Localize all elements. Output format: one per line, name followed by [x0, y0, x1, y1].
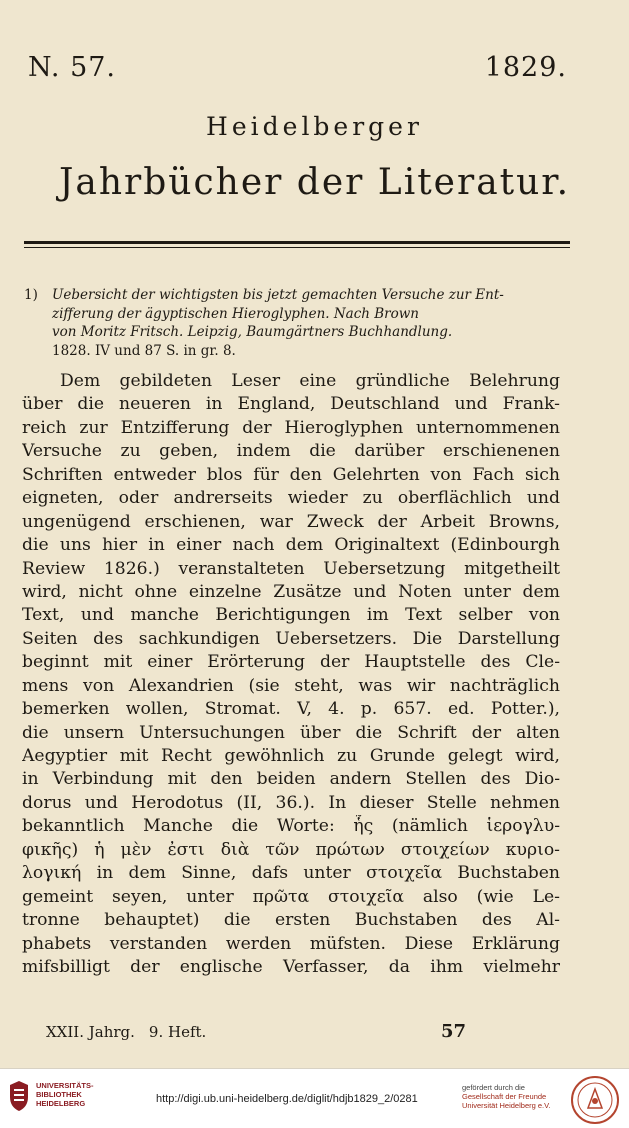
funded-by-label: gefördert durch die	[462, 1083, 525, 1092]
body-line: Seiten des sachkundigen Uebersetzers. Die Darstellung	[22, 628, 560, 649]
body-line: dorus und Herodotus (II, 36.). In dieser Stelle nehmen	[22, 792, 560, 813]
body-line: in Verbindung mit den beiden andern Stellen des Dio-	[22, 769, 560, 790]
body-line: Schriften entweder blos für den Gelehrten von Fach sich	[22, 464, 560, 485]
body-line: über die neueren in England, Deutschland und Frank-	[22, 394, 560, 415]
reference-number: 1)	[24, 287, 38, 303]
body-line: Review 1826.) veranstalteten Uebersetzung mitgetheilt	[22, 558, 560, 579]
library-name-line: BIBLIOTHEK	[36, 1090, 82, 1099]
footer-volume: XXII. Jahrg.	[46, 1023, 135, 1041]
body-line: Aegyptier mit Recht gewöhnlich zu Grunde gelegt wird,	[22, 746, 560, 766]
body-line: phabets verstanden werden müfsten. Diese Erklärung	[22, 933, 560, 954]
reference-line: 1828. IV und 87 S. in gr. 8.	[52, 342, 236, 359]
body-line: die unsern Untersuchungen über die Schrift der alten	[22, 722, 560, 743]
body-line: eigneten, oder andrerseits wieder zu oberflächlich und	[22, 488, 560, 509]
journal-title-line1: Heidelberger	[206, 112, 423, 141]
body-line: reich zur Entzifferung der Hieroglyphen unternommenen	[22, 417, 560, 438]
page-footer	[46, 1021, 466, 1042]
header-rule-thick	[24, 241, 570, 244]
page-number: 57	[440, 1021, 466, 1042]
library-name	[36, 1081, 94, 1108]
body-line: Versuche zu geben, indem die darüber erschienenen	[22, 441, 560, 462]
body-line: die uns hier in einer nach dem Originaltext (Edinbourgh	[22, 535, 560, 556]
body-line: beginnt mit einer Erörterung der Hauptstelle des Cle-	[22, 652, 560, 673]
funding-note	[462, 1083, 551, 1110]
funder-line: Gesellschaft der Freunde	[462, 1092, 547, 1101]
body-line: Dem gebildeten Leser eine gründliche Belehrung	[60, 371, 560, 391]
journal-title-line2: Jahrbücher der Literatur.	[58, 162, 571, 203]
footer-issue: 9. Heft.	[148, 1023, 207, 1041]
body-line: bemerken wollen, Stromat. V, 4. p. 657. ed. Potter.),	[22, 699, 560, 720]
body-line: tronne behauptet) die ersten Buchstaben des Al-	[22, 910, 560, 931]
body-line: ungenügend erschienen, war Zweck der Arbeit Browns,	[22, 511, 560, 532]
body-line: gemeint seyen, unter πρῶτα στοιχεῖα also (wie Le-	[22, 886, 560, 907]
body-line: wird, nicht ohne einzelne Zusätze und Noten unter dem	[22, 581, 560, 602]
permalink-url[interactable]: http://digi.ub.uni-heidelberg.de/diglit/hdjb1829_2/0281	[156, 1093, 418, 1105]
body-line: φικῆς) ἡ μὲν ἐστι διὰ τῶν πρώτων στοιχείων κυριο-	[22, 839, 560, 860]
funder-line: Universität Heidelberg e.V.	[462, 1101, 551, 1110]
body-line: bekanntlich Manche die Worte: ἧς (nämlich ἱερογλυ-	[22, 816, 560, 837]
reference-line: zifferung der ägyptischen Hieroglyphen. Nach Brown	[52, 305, 420, 322]
body-line: Text, und manche Berichtigungen im Text selber von	[22, 605, 560, 626]
issue-number: N. 57.	[28, 52, 117, 83]
bibliographic-reference	[24, 286, 564, 360]
body-line: mens von Alexandrien (sie steht, was wir nachträglich	[22, 675, 560, 696]
library-footer-bar	[0, 1068, 629, 1128]
page-header	[28, 52, 567, 83]
reference-line: von Moritz Fritsch. Leipzig, Baumgärtners Buchhandlung.	[52, 324, 453, 340]
university-library-logo-icon	[8, 1081, 30, 1111]
library-name-line: HEIDELBERG	[36, 1099, 86, 1108]
header-rule-thin	[24, 247, 570, 248]
library-name-line: UNIVERSITÄTS-	[36, 1081, 94, 1090]
issue-year: 1829.	[484, 52, 567, 83]
reference-line: Uebersicht der wichtigsten bis jetzt gemachten Versuche zur Ent-	[52, 287, 504, 303]
review-body	[22, 370, 560, 979]
body-line: λογική in dem Sinne, dafs unter στοιχεῖα Buchstaben	[22, 863, 560, 884]
body-line: mifsbilligt der englische Verfasser, da ihm vielmehr	[22, 956, 560, 977]
university-seal-icon	[570, 1075, 620, 1125]
